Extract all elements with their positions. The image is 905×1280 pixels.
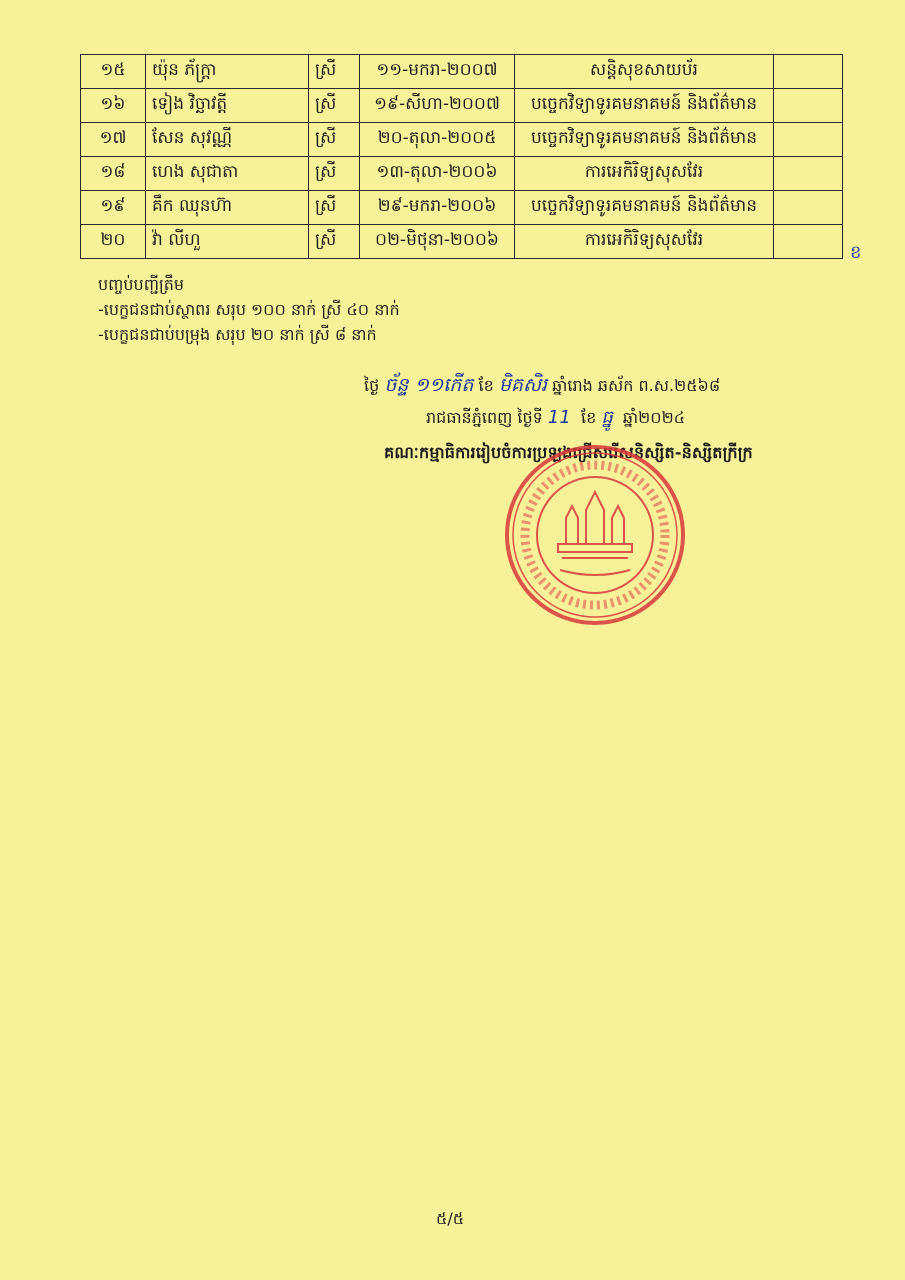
official-seal-icon [500, 440, 690, 630]
cell-date-of-birth: ២៩-មករា-២០០៦ [360, 191, 515, 225]
student-table [80, 54, 843, 259]
cell-note [774, 55, 843, 89]
cell-major: បច្ចេកវិទ្យាទូរគមនាគមន៍ និងព័ត៌មាន [515, 123, 774, 157]
cell-major: ការអេកិរិទ្យសុសវែរ [515, 157, 774, 191]
cell-number: ១៦ [81, 89, 146, 123]
cell-note [774, 157, 843, 191]
month-label: ខែ [580, 408, 597, 427]
cell-sex: ស្រី [309, 89, 360, 123]
page-number: ៥/៥ [436, 1209, 465, 1228]
place-prefix: រាជធានីភ្នំពេញ ថ្ងៃទី [426, 408, 543, 427]
margin-initial: ខ [850, 242, 862, 263]
cell-name: ហេង សុជាតា [146, 157, 309, 191]
cell-number: ១៨ [81, 157, 146, 191]
day-handwritten: 11 [547, 407, 571, 428]
summary-block [98, 272, 400, 347]
cell-note [774, 89, 843, 123]
cell-date-of-birth: ១៣-តុលា-២០០៦ [360, 157, 515, 191]
lunar-date-line [364, 373, 720, 401]
year-label: ឆ្នាំ២០២៤ [622, 408, 686, 427]
cell-sex: ស្រី [309, 157, 360, 191]
cell-major: បច្ចេកវិទ្យាទូរគមនាគមន៍ និងព័ត៌មាន [515, 191, 774, 225]
table-row [81, 225, 843, 259]
cell-note [774, 191, 843, 225]
cell-number: ១៩ [81, 191, 146, 225]
place-date-line [426, 405, 685, 432]
summary-line-passed: -បេក្ខជនជាប់ស្ថាពរ សរុប ១០០ នាក់ ស្រី ៤០ នាក់ [98, 300, 400, 319]
lunar-month-handwritten: មិគសិរ [498, 374, 548, 396]
cell-sex: ស្រី [309, 123, 360, 157]
cell-major: សន្តិសុខសាយប័រ [515, 55, 774, 89]
cell-date-of-birth: ១៩-សីហា-២០០៧ [360, 89, 515, 123]
cell-sex: ស្រី [309, 225, 360, 259]
cell-date-of-birth: ១១-មករា-២០០៧ [360, 55, 515, 89]
cell-name: យ៉ុន ភ័ក្ត្រា [146, 55, 309, 89]
summary-line-reserve: -បេក្ខជនជាប់បម្រុង សរុប ២០ នាក់ ស្រី ៨ នាក់ [98, 325, 377, 344]
cell-sex: ស្រី [309, 55, 360, 89]
cell-major: បច្ចេកវិទ្យាទូរគមនាគមន៍ និងព័ត៌មាន [515, 89, 774, 123]
cell-major: ការអេកិរិទ្យសុសវែរ [515, 225, 774, 259]
cell-name: សែន សុវណ្ណី [146, 123, 309, 157]
table-row [81, 55, 843, 89]
cell-name: គឹក ឈុនហ៊ា [146, 191, 309, 225]
table-row [81, 123, 843, 157]
cell-name: វ៉ា លីហួ [146, 225, 309, 259]
cell-note [774, 123, 843, 157]
committee-signature-title: គណៈកម្មាធិការរៀបចំការប្រឡងជ្រើសរើសនិស្សិត-និស្សិតក្រីក្រ [384, 443, 753, 462]
lunar-day-handwritten: ច័ន្ទ ១១កើត [384, 374, 474, 396]
table-row [81, 191, 843, 225]
cell-date-of-birth: ២០-តុលា-២០០៥ [360, 123, 515, 157]
table-row [81, 157, 843, 191]
cell-number: ១៥ [81, 55, 146, 89]
cell-name: ទៀង វិច្ឆាវត្តី [146, 89, 309, 123]
cell-date-of-birth: ០២-មិថុនា-២០០៦ [360, 225, 515, 259]
cell-note [774, 225, 843, 259]
lunar-prefix: ថ្ងៃ [364, 376, 380, 395]
table-row [81, 89, 843, 123]
summary-heading: បញ្ចប់បញ្ជីត្រឹម [98, 275, 185, 294]
month-prefix: ខែ [478, 376, 494, 395]
cell-number: ២០ [81, 225, 146, 259]
cell-number: ១៧ [81, 123, 146, 157]
cell-sex: ស្រី [309, 191, 360, 225]
lunar-year: ឆ្នាំរោង ឆស័ក ព.ស.២៥៦៨ [552, 376, 721, 395]
month-handwritten: ធ្នូ [601, 407, 613, 428]
